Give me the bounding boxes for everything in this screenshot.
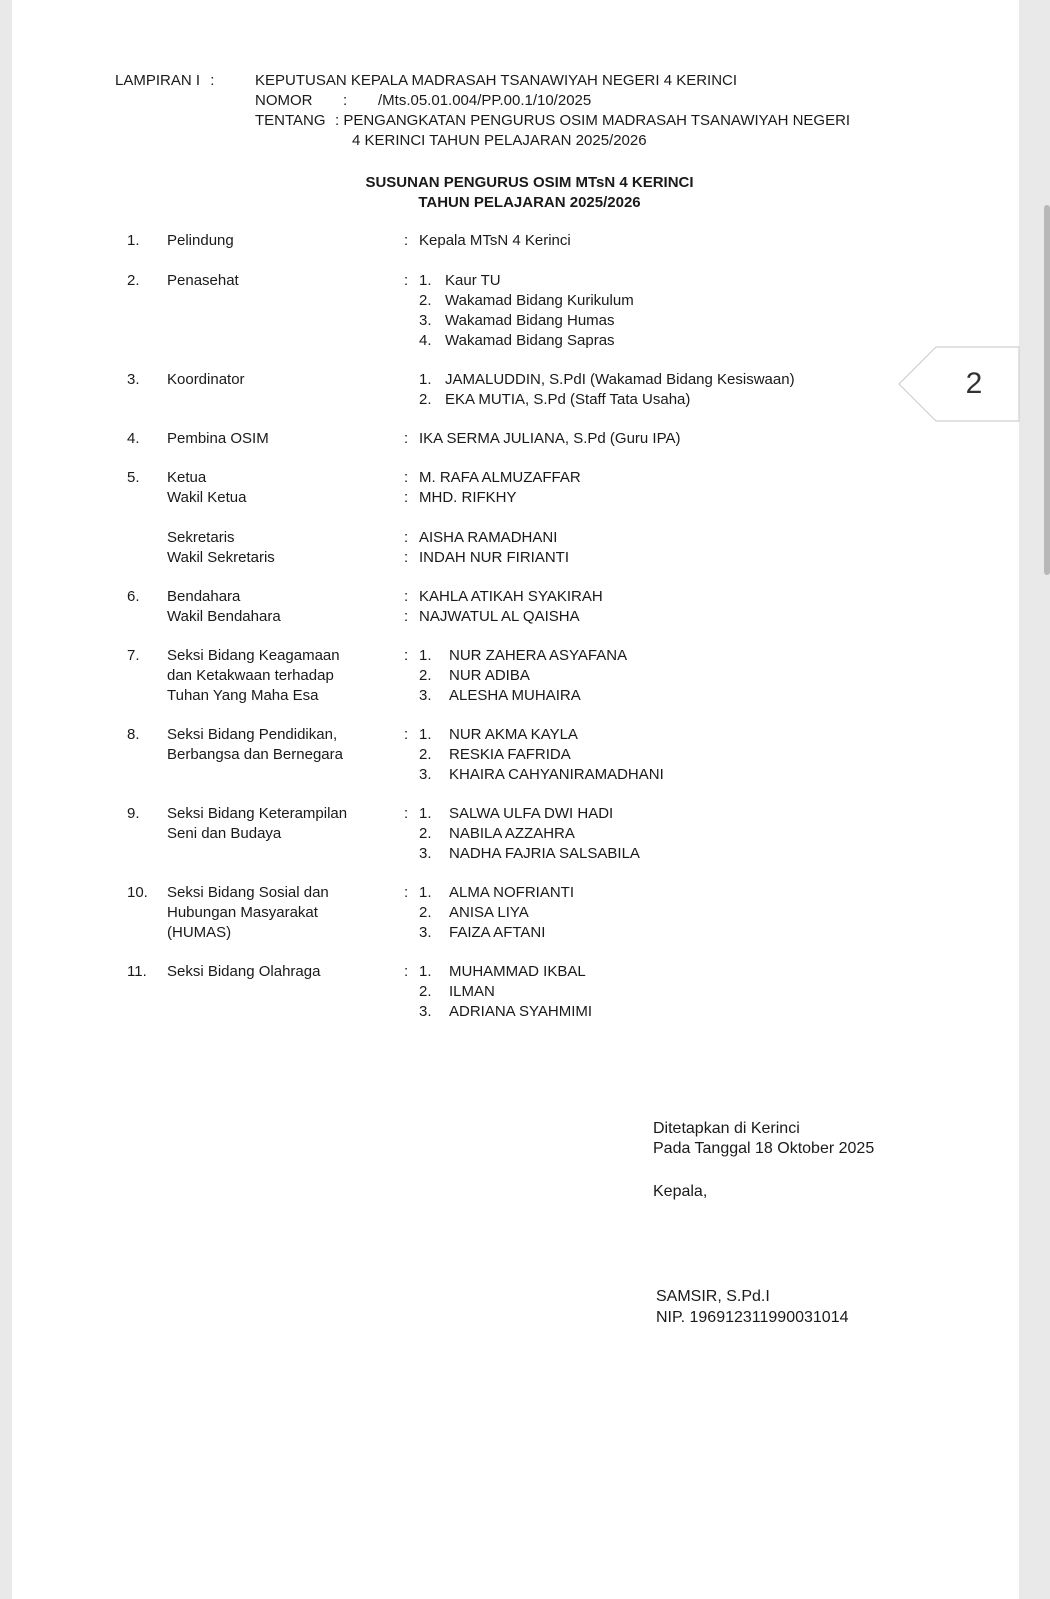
member-item-name: ALESHA MUHAIRA <box>449 687 581 704</box>
row-colon <box>404 725 408 745</box>
member-item <box>419 824 640 844</box>
row-label-line: Berbangsa dan Bernegara <box>167 746 343 763</box>
member-item <box>419 725 664 745</box>
row-value-line: KAHLA ATIKAH SYAKIRAH <box>419 588 603 605</box>
member-item <box>419 291 634 311</box>
member-item-name: MUHAMMAD IKBAL <box>449 963 586 980</box>
row-label-line: Wakil Ketua <box>167 489 247 506</box>
member-item-name: KHAIRA CAHYANIRAMADHANI <box>449 766 664 783</box>
page-number: 2 <box>965 367 983 400</box>
row-colon-mark: : <box>404 430 409 447</box>
row-colon-mark: : <box>404 647 409 664</box>
row-value-line: Kepala MTsN 4 Kerinci <box>419 232 571 249</box>
row-label <box>167 725 343 765</box>
row-value-line: IKA SERMA JULIANA, S.Pd (Guru IPA) <box>419 430 681 447</box>
member-item-name: ADRIANA SYAHMIMI <box>449 1003 593 1020</box>
row-label-line: Penasehat <box>167 272 239 289</box>
signature-date: Pada Tanggal 18 Oktober 2025 <box>653 1140 875 1157</box>
row-value-line: M. RAFA ALMUZAFFAR <box>419 469 581 486</box>
row-label-line: Tuhan Yang Maha Esa <box>167 687 319 704</box>
member-item-number: 1. <box>419 726 432 743</box>
member-item-name: NABILA AZZAHRA <box>449 825 575 842</box>
member-item <box>419 804 640 824</box>
row-colon-mark: : <box>404 963 409 980</box>
row-value <box>419 804 640 864</box>
nomor-value: /Mts.05.01.004/PP.00.1/10/2025 <box>378 92 592 109</box>
lampiran-label: LAMPIRAN I : <box>115 72 215 89</box>
row-number: 2. <box>127 272 140 289</box>
row-label <box>167 646 340 706</box>
member-item-number: 3. <box>419 687 432 704</box>
row-label-line: Bendahara <box>167 588 241 605</box>
row-colon <box>404 587 408 627</box>
member-item <box>419 765 664 785</box>
document-title-line2: TAHUN PELAJARAN 2025/2026 <box>418 194 641 211</box>
row-number: 1. <box>127 232 140 249</box>
row-colon-mark: : <box>404 272 409 289</box>
row-label <box>167 962 320 982</box>
row-colon <box>404 804 408 824</box>
row-number: 8. <box>127 726 140 743</box>
member-item-name: JAMALUDDIN, S.PdI (Wakamad Bidang Kesiswaan) <box>445 371 795 388</box>
row-label-line: Sekretaris <box>167 529 235 546</box>
row-label-line: Seksi Bidang Olahraga <box>167 963 321 980</box>
member-item-number: 3. <box>419 1003 432 1020</box>
member-item-name: ILMAN <box>449 983 495 1000</box>
member-item-number: 4. <box>419 332 432 349</box>
member-item <box>419 982 592 1002</box>
member-item <box>419 370 795 390</box>
member-item-number: 1. <box>419 272 432 289</box>
document-page <box>12 0 1019 1599</box>
vertical-scrollbar[interactable] <box>1044 205 1050 575</box>
row-colon <box>404 646 408 666</box>
member-item <box>419 923 574 943</box>
row-colon <box>404 962 408 982</box>
member-item-number: 3. <box>419 312 432 329</box>
nomor-label: NOMOR <box>255 92 313 109</box>
row-colon-mark: : <box>404 608 409 625</box>
member-item-number: 1. <box>419 371 432 388</box>
member-item-number: 1. <box>419 884 432 901</box>
row-value <box>419 587 603 627</box>
row-label <box>167 429 269 449</box>
row-label <box>167 468 246 508</box>
member-item-number: 2. <box>419 391 432 408</box>
row-number: 9. <box>127 805 140 822</box>
signature-role: Kepala, <box>653 1183 708 1200</box>
tentang-label: TENTANG <box>255 112 326 129</box>
member-item-name: ANISA LIYA <box>449 904 529 921</box>
member-item <box>419 1002 592 1022</box>
row-value <box>419 646 627 706</box>
member-item <box>419 311 634 331</box>
member-item <box>419 903 574 923</box>
row-label-line: Koordinator <box>167 371 245 388</box>
member-item-name: FAIZA AFTANI <box>449 924 546 941</box>
row-value <box>419 528 569 568</box>
row-colon-mark: : <box>404 884 409 901</box>
row-label-line: dan Ketakwaan terhadap <box>167 667 334 684</box>
row-value <box>419 271 634 351</box>
row-colon-mark: : <box>404 489 409 506</box>
member-item-number: 1. <box>419 963 432 980</box>
signature-nip: NIP. 196912311990031014 <box>656 1309 849 1326</box>
row-colon-mark: : <box>404 588 409 605</box>
signature-name: SAMSIR, S.Pd.I <box>656 1288 770 1305</box>
row-label-line: (HUMAS) <box>167 924 232 941</box>
row-label <box>167 528 275 568</box>
row-value <box>419 370 795 410</box>
row-value <box>419 962 592 1022</box>
member-item-number: 2. <box>419 746 432 763</box>
row-label-line: Pembina OSIM <box>167 430 269 447</box>
row-value <box>419 468 581 508</box>
member-item-number: 2. <box>419 983 432 1000</box>
member-item-name: NUR ADIBA <box>449 667 530 684</box>
member-item <box>419 666 627 686</box>
member-item <box>419 883 574 903</box>
row-number: 4. <box>127 430 140 447</box>
member-item-name: NUR ZAHERA ASYAFANA <box>449 647 628 664</box>
row-colon <box>404 468 408 508</box>
row-label <box>167 804 347 844</box>
member-item-number: 3. <box>419 924 432 941</box>
row-label-line: Wakil Bendahara <box>167 608 281 625</box>
row-value <box>419 231 571 251</box>
member-item <box>419 646 627 666</box>
row-colon-mark: : <box>404 469 409 486</box>
tentang-value-1: : PENGANGKATAN PENGURUS OSIM MADRASAH TSANAWIYAH NEGERI <box>335 112 851 129</box>
row-label-line: Wakil Sekretaris <box>167 549 275 566</box>
row-number: 5. <box>127 469 140 486</box>
member-item-name: RESKIA FAFRIDA <box>449 746 571 763</box>
row-colon <box>404 231 408 251</box>
row-number: 3. <box>127 371 140 388</box>
member-item-name: ALMA NOFRIANTI <box>449 884 575 901</box>
row-label-line: Seni dan Budaya <box>167 825 282 842</box>
document-title-line1: SUSUNAN PENGURUS OSIM MTsN 4 KERINCI <box>365 174 694 191</box>
signature-place: Ditetapkan di Kerinci <box>653 1120 800 1137</box>
row-colon-mark: : <box>404 726 409 743</box>
member-item-name: NUR AKMA KAYLA <box>449 726 578 743</box>
member-item-number: 2. <box>419 667 432 684</box>
row-number: 10. <box>127 884 148 901</box>
member-item-number: 2. <box>419 825 432 842</box>
row-label <box>167 231 234 251</box>
row-label <box>167 370 245 390</box>
row-value <box>419 883 574 943</box>
member-item-name: Kaur TU <box>445 272 501 289</box>
member-item-number: 1. <box>419 647 432 664</box>
row-label-line: Hubungan Masyarakat <box>167 904 318 921</box>
row-colon <box>404 528 408 568</box>
tentang-value-2: 4 KERINCI TAHUN PELAJARAN 2025/2026 <box>352 132 647 149</box>
row-value-line: NAJWATUL AL QAISHA <box>419 608 580 625</box>
member-item-name: Wakamad Bidang Sapras <box>445 332 615 349</box>
row-label-line: Seksi Bidang Keagamaan <box>167 647 340 664</box>
member-item-number: 2. <box>419 292 432 309</box>
row-label <box>167 587 281 627</box>
lampiran-value: KEPUTUSAN KEPALA MADRASAH TSANAWIYAH NEGERI 4 KERINCI <box>255 72 738 89</box>
member-item <box>419 271 634 291</box>
page-number-indicator <box>898 346 1020 422</box>
member-item <box>419 331 634 351</box>
member-item-number: 3. <box>419 766 432 783</box>
member-item-name: Wakamad Bidang Kurikulum <box>445 292 634 309</box>
row-label-line: Pelindung <box>167 232 234 249</box>
row-number: 6. <box>127 588 140 605</box>
member-item-number: 1. <box>419 805 432 822</box>
row-value <box>419 429 680 449</box>
member-item-name: NADHA FAJRIA SALSABILA <box>449 845 640 862</box>
row-number: 7. <box>127 647 140 664</box>
row-value-line: MHD. RIFKHY <box>419 489 517 506</box>
member-item <box>419 745 664 765</box>
member-item <box>419 844 640 864</box>
row-colon <box>404 271 408 291</box>
row-value-line: INDAH NUR FIRIANTI <box>419 549 569 566</box>
member-item-name: SALWA ULFA DWI HADI <box>449 805 614 822</box>
row-value-line: AISHA RAMADHANI <box>419 529 558 546</box>
nomor-colon: : <box>343 92 348 109</box>
row-label-line: Seksi Bidang Sosial dan <box>167 884 329 901</box>
member-item-number: 2. <box>419 904 432 921</box>
row-colon <box>404 429 408 449</box>
row-colon-mark: : <box>404 529 409 546</box>
member-item-name: EKA MUTIA, S.Pd (Staff Tata Usaha) <box>445 391 691 408</box>
row-colon-mark: : <box>404 549 409 566</box>
row-colon-mark: : <box>404 232 409 249</box>
member-item <box>419 962 592 982</box>
row-number: 11. <box>127 963 147 980</box>
row-label-line: Seksi Bidang Pendidikan, <box>167 726 338 743</box>
member-item <box>419 390 795 410</box>
member-item-number: 3. <box>419 845 432 862</box>
member-item-name: Wakamad Bidang Humas <box>445 312 615 329</box>
row-label <box>167 883 329 943</box>
row-label <box>167 271 239 291</box>
row-label-line: Seksi Bidang Keterampilan <box>167 805 348 822</box>
row-value <box>419 725 664 785</box>
member-item <box>419 686 627 706</box>
row-colon-mark: : <box>404 805 409 822</box>
row-label-line: Ketua <box>167 469 207 486</box>
row-colon <box>404 883 408 903</box>
